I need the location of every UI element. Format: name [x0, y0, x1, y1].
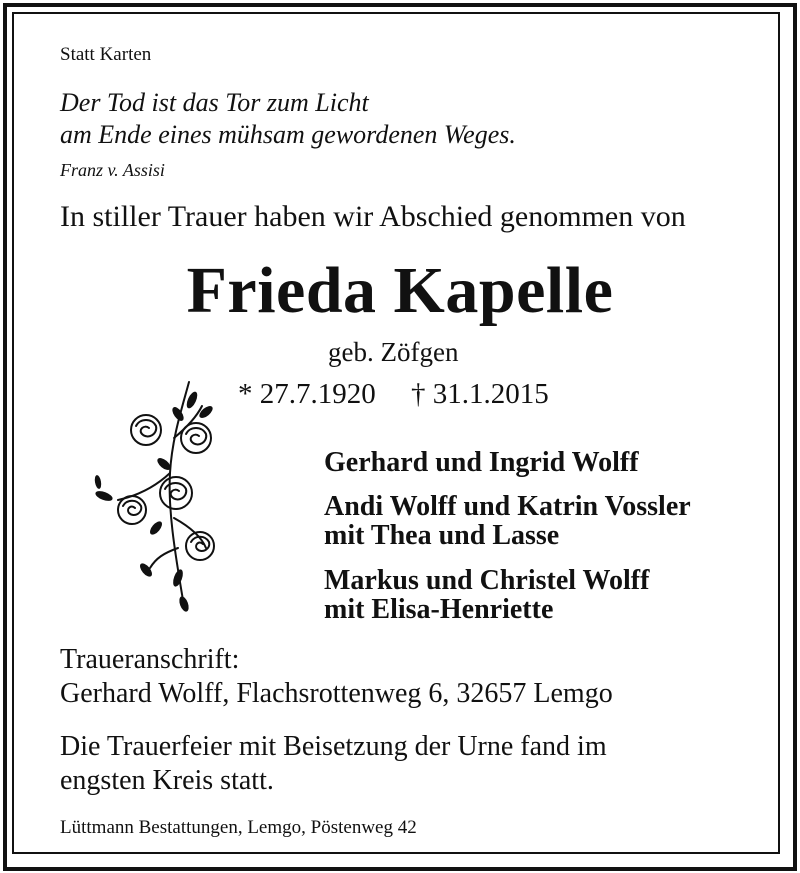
- intro-text: In stiller Trauer haben wir Abschied genommen von: [60, 200, 686, 233]
- mourner-3-line-1: Markus und Christel Wolff: [324, 565, 650, 596]
- death-date: † 31.1.2015: [411, 378, 549, 410]
- statt-karten-label: Statt Karten: [60, 44, 152, 65]
- ceremony-line-2: engsten Kreis statt.: [60, 765, 274, 796]
- quote-line-1: Der Tod ist das Tor zum Licht: [60, 88, 369, 117]
- mourner-2-line-1: Andi Wolff und Katrin Vossler: [324, 491, 691, 522]
- mourner-2-line-2: mit Thea und Lasse: [324, 520, 560, 551]
- mourner-3-line-2: mit Elisa-Henriette: [324, 594, 554, 625]
- quote-author: Franz v. Assisi: [60, 160, 165, 180]
- birth-date: * 27.7.1920: [238, 378, 376, 410]
- birth-name: geb. Zöfgen: [328, 337, 459, 367]
- funeral-home-footer: Lüttmann Bestattungen, Lemgo, Pöstenweg 42: [60, 817, 417, 838]
- quote-line-2: am Ende eines mühsam gewordenen Weges.: [60, 120, 516, 149]
- address-value: Gerhard Wolff, Flachsrottenweg 6, 32657 Lemgo: [60, 678, 613, 709]
- roses-icon: [74, 378, 234, 618]
- ceremony-line-1: Die Trauerfeier mit Beisetzung der Urne fand im: [60, 731, 607, 762]
- mourner-1-line-1: Gerhard und Ingrid Wolff: [324, 447, 639, 478]
- deceased-name: Frieda Kapelle: [186, 254, 614, 327]
- address-label: Traueranschrift:: [60, 644, 240, 675]
